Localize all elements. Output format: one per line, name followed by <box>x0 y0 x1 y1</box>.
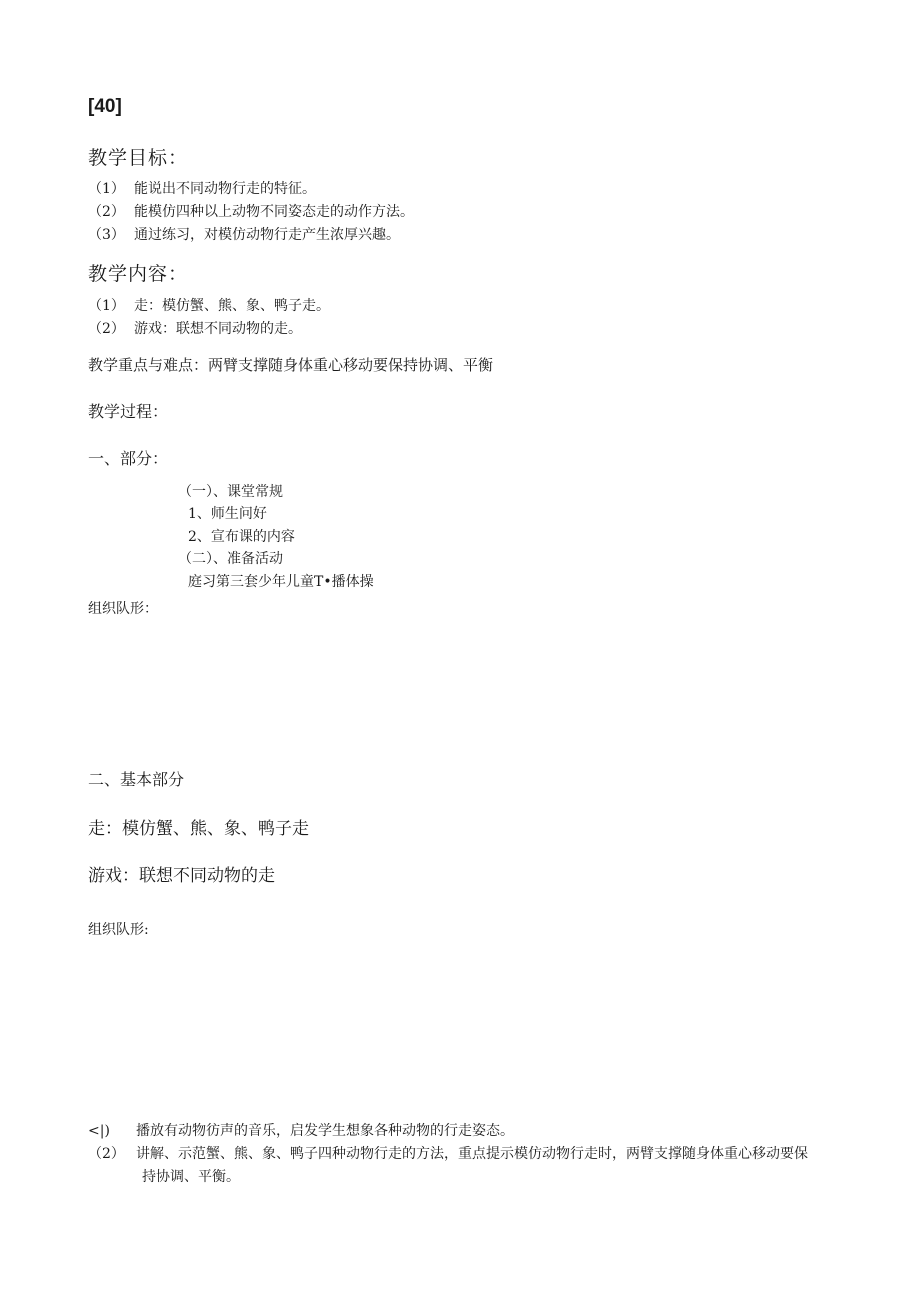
content-label: （1） <box>88 298 125 314</box>
part2-game: 游戏：联想不同动物的走 <box>88 866 275 886</box>
part1-line: 2、宣布课的内容 <box>188 529 295 545</box>
process-heading: 教学过程： <box>88 402 169 421</box>
part1-line: 庭习第三套少年儿童T•播体操 <box>188 574 374 590</box>
part2-formation: 组织队形: <box>88 922 149 938</box>
content-label: （2） <box>88 321 125 337</box>
part2-walk: 走：模仿蟹、熊、象、鸭子走 <box>88 819 309 839</box>
goal-item <box>88 178 316 198</box>
goal-item <box>88 201 414 221</box>
part1-line: 1、师生问好 <box>188 506 267 522</box>
step-item <box>88 1120 514 1140</box>
part1-formation: 组织队形： <box>88 601 158 617</box>
content-item <box>88 295 330 315</box>
part1-line: （二）、准备活动 <box>178 551 283 567</box>
key-points: 教学重点与难点：两臂支撑随身体重心移动要保持协调、平衡 <box>88 356 494 374</box>
goal-label: （3） <box>88 227 125 243</box>
goals-heading: 教学目标： <box>88 147 189 169</box>
step-continuation: 持协调、平衡。 <box>142 1169 240 1185</box>
step-label: （2） <box>88 1146 125 1162</box>
part2-heading: 二、基本部分 <box>88 770 185 789</box>
step-text: 播放有动物彷声的音乐，启发学生想象各种动物的行走姿态。 <box>136 1123 514 1139</box>
step-item <box>88 1143 808 1163</box>
content-heading: 教学内容： <box>88 263 189 285</box>
goal-label: （1） <box>88 181 125 197</box>
step-label: <|) <box>88 1123 110 1139</box>
part1-line: （一）、课堂常规 <box>178 484 283 500</box>
goal-item <box>88 224 400 244</box>
part1-heading: 一、部分： <box>88 449 169 468</box>
goal-label: （2） <box>88 204 125 220</box>
goal-text: 能说出不同动物行走的特征。 <box>134 181 316 197</box>
content-text: 走：模仿蟹、熊、象、鸭子走。 <box>134 298 330 314</box>
content-text: 游戏：联想不同动物的走。 <box>134 321 302 337</box>
step-text: 讲解、示范蟹、熊、象、鸭子四种动物行走的方法，重点提示模仿动物行走时，两臂支撑随身体重心移动要保 <box>136 1146 808 1162</box>
content-item <box>88 318 302 338</box>
goal-text: 能模仿四种以上动物不同姿态走的动作方法。 <box>134 204 414 220</box>
lesson-number: [40] <box>88 96 122 117</box>
goal-text: 通过练习，对模仿动物行走产生浓厚兴趣。 <box>134 227 400 243</box>
